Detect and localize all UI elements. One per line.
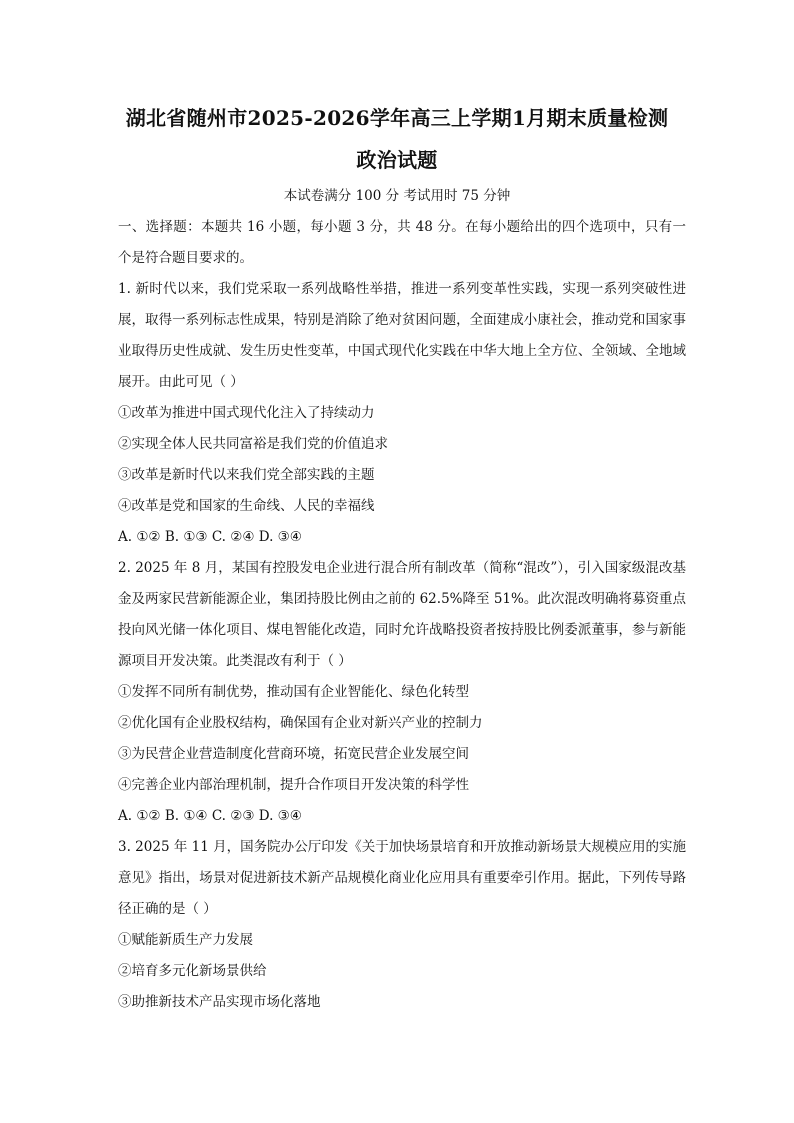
statement: ④改革是党和国家的生命线、人民的幸福线	[118, 498, 375, 514]
exam-title: 湖北省随州市2025-2026学年高三上学期1月期末质量检测	[125, 106, 669, 130]
question-stem: 3. 2025 年 11 月，国务院办公厅印发《关于加快场景培育和开放推动新场景大规模应用的实施意见》指出，场景对促进新技术新产品规模化商业化应用具有重要牵引作用。据此，下列传导路径正确的是（ ）	[118, 839, 686, 917]
statement: ④完善企业内部治理机制，提升合作项目开发决策的科学性	[118, 777, 469, 793]
statement: ①改革为推进中国式现代化注入了持续动力	[118, 405, 375, 421]
question-stem: 2. 2025 年 8 月，某国有控股发电企业进行混合所有制改革（简称“混改”），引入国家级混改基金及两家民营新能源企业，集团持股比例由之前的 62.5%降至 51%。此次混改明确将募资重点投向风光储一体化项目、煤电智能化改造，同时允许战略投资者按持股比例委派董事，参与新能源项目开发决策。此类混改有利于（ ）	[118, 560, 686, 669]
statement: ②优化国有企业股权结构，确保国有企业对新兴产业的控制力	[118, 715, 483, 731]
question-2	[118, 553, 686, 832]
statement: ③助推新技术产品实现市场化落地	[118, 994, 321, 1010]
exam-subject-title: 政治试题	[356, 148, 438, 172]
statement: ①赋能新质生产力发展	[118, 932, 253, 948]
statement: ①发挥不同所有制优势，推动国有企业智能化、绿色化转型	[118, 684, 469, 700]
statement: ③改革是新时代以来我们党全部实践的主题	[118, 467, 375, 483]
question-1	[118, 274, 686, 553]
exam-info: 本试卷满分 100 分 考试用时 75 分钟	[283, 188, 511, 204]
question-3	[118, 832, 686, 1018]
section-instructions: 一、选择题：本题共 16 小题，每小题 3 分，共 48 分。在每小题给出的四个选项中，只有一个是符合题目要求的。	[118, 219, 686, 266]
statement: ②实现全体人民共同富裕是我们党的价值追求	[118, 436, 388, 452]
answer-choices: A. ①② B. ①④ C. ②③ D. ③④	[118, 808, 302, 824]
answer-choices: A. ①② B. ①③ C. ②④ D. ③④	[118, 529, 302, 545]
statement: ②培育多元化新场景供给	[118, 963, 267, 979]
exam-body	[118, 212, 686, 1018]
question-stem: 1. 新时代以来，我们党采取一系列战略性举措，推进一系列变革性实践，实现一系列突破性进展，取得一系列标志性成果，特别是消除了绝对贫困问题，全面建成小康社会，推动党和国家事业取得历史性成就、发生历史性变革，中国式现代化实践在中华大地上全方位、全领域、全地域展开。由此可见（ ）	[118, 281, 686, 390]
statement: ③为民营企业营造制度化营商环境，拓宽民营企业发展空间	[118, 746, 469, 762]
